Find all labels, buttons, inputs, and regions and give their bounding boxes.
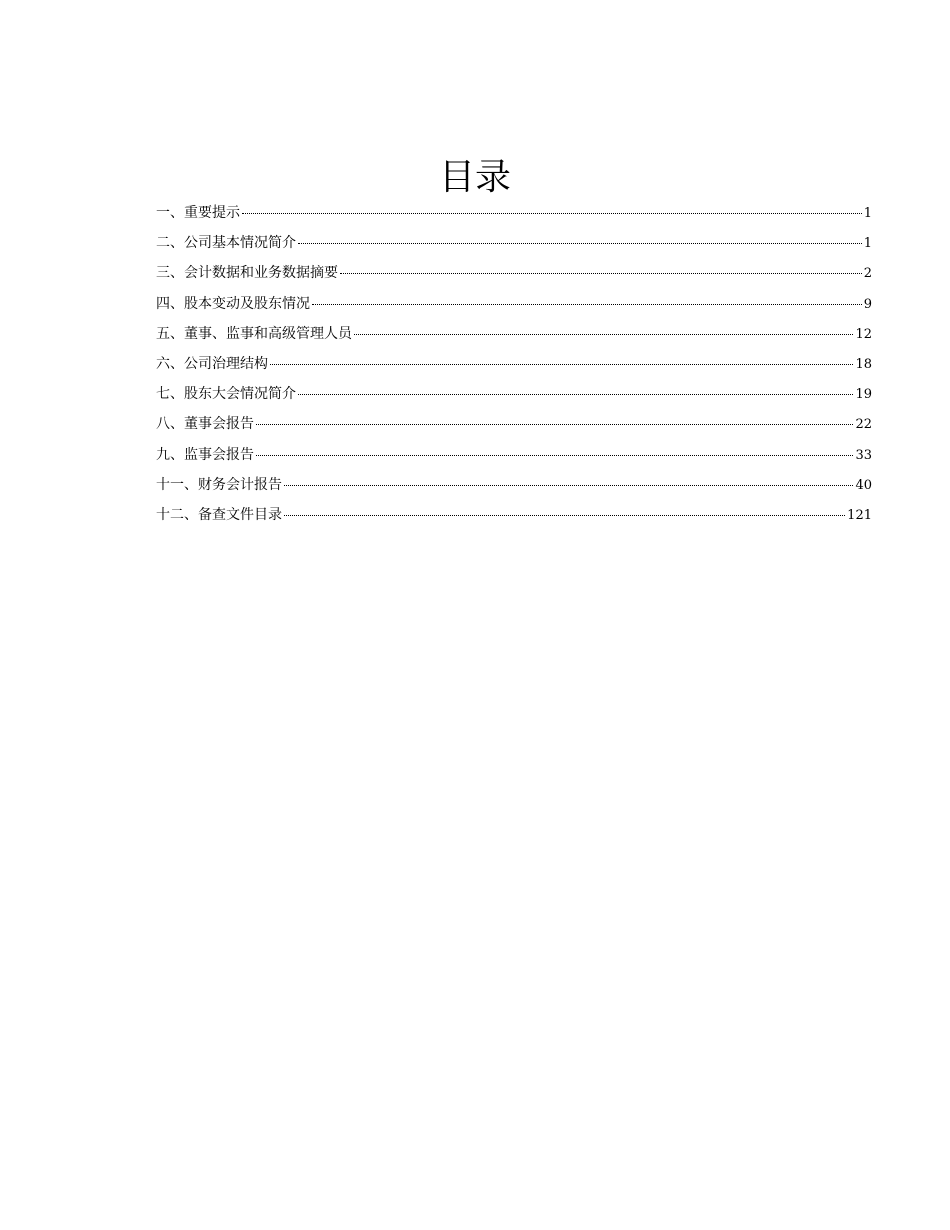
- toc-dot-leader: [256, 412, 853, 428]
- toc-entry[interactable]: [156, 230, 872, 260]
- toc-entry-page: 40: [855, 477, 872, 493]
- toc-entry-page: 19: [855, 387, 872, 403]
- toc-entry[interactable]: [156, 502, 872, 532]
- toc-entry-page: 1: [863, 206, 872, 221]
- toc-dot-leader: [284, 503, 845, 519]
- toc-entry-label: 九、监事会报告: [156, 446, 254, 463]
- toc-entry-page: 33: [855, 447, 872, 463]
- toc-entry-page: 18: [855, 356, 872, 372]
- toc-entry[interactable]: [156, 411, 872, 441]
- toc-dot-leader: [340, 261, 862, 277]
- toc-dot-leader: [256, 443, 853, 459]
- toc-entry[interactable]: [156, 351, 872, 381]
- toc-entry-label: 二、公司基本情况简介: [156, 235, 296, 252]
- toc-entry[interactable]: [156, 381, 872, 411]
- toc-dot-leader: [270, 352, 853, 368]
- toc-entry-label: 三、会计数据和业务数据摘要: [156, 265, 338, 282]
- toc-entry-label: 六、公司治理结构: [156, 355, 268, 372]
- toc-title: 目录: [438, 157, 511, 198]
- toc-entry-label: 四、股本变动及股东情况: [156, 295, 310, 312]
- toc-entry-label: 十一、财务会计报告: [156, 476, 282, 493]
- toc-entry-page: 1: [863, 236, 872, 252]
- toc-entry-label: 八、董事会报告: [156, 416, 254, 433]
- toc-entry[interactable]: [156, 472, 872, 502]
- toc-list: [156, 200, 872, 532]
- toc-dot-leader: [298, 231, 862, 247]
- toc-dot-leader: [242, 201, 862, 217]
- toc-dot-leader: [312, 292, 862, 308]
- toc-entry-page: 2: [863, 266, 872, 282]
- toc-entry[interactable]: [156, 260, 872, 290]
- toc-entry-page: 121: [847, 507, 872, 523]
- toc-entry-label: 十二、备查文件目录: [156, 506, 282, 523]
- toc-dot-leader: [298, 382, 853, 398]
- toc-entry-page: 9: [863, 296, 872, 312]
- toc-entry-label: 一、重要提示: [156, 205, 240, 221]
- toc-dot-leader: [284, 473, 853, 489]
- toc-entry-label: 七、股东大会情况简介: [156, 386, 296, 403]
- toc-dot-leader: [354, 322, 853, 338]
- toc-entry[interactable]: [156, 200, 872, 230]
- toc-entry-label: 五、董事、监事和高级管理人员: [156, 325, 352, 342]
- toc-entry[interactable]: [156, 321, 872, 351]
- toc-entry-page: 22: [855, 417, 872, 433]
- toc-entry[interactable]: [156, 291, 872, 321]
- toc-entry-page: 12: [855, 326, 872, 342]
- toc-entry[interactable]: [156, 442, 872, 472]
